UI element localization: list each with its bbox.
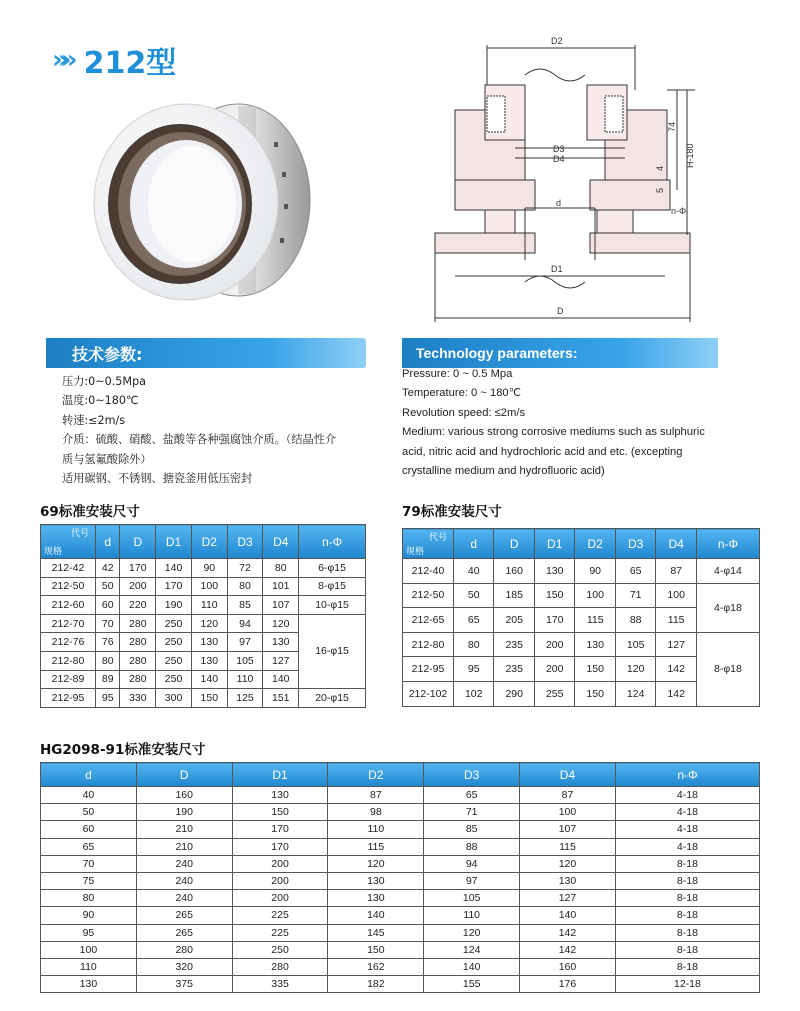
cell: 150 <box>575 657 615 682</box>
cell: 210 <box>136 838 232 855</box>
cell: 8-18 <box>615 924 759 941</box>
cell: 160 <box>494 559 534 584</box>
cell: 162 <box>328 958 424 975</box>
label-d1: D1 <box>551 264 563 274</box>
cell: 40 <box>41 787 137 804</box>
label-5: 5 <box>655 187 665 193</box>
cell: 120 <box>520 855 616 872</box>
cell: 110 <box>227 670 263 689</box>
cell: 255 <box>534 681 574 706</box>
cell: 102 <box>454 681 494 706</box>
col-header: D4 <box>263 525 299 559</box>
label-nphi: n-Φ <box>671 206 687 216</box>
cell: 97 <box>424 872 520 889</box>
table-row <box>41 907 760 924</box>
col-header: D <box>120 525 156 559</box>
cell: 87 <box>656 559 696 584</box>
cell: 130 <box>41 976 137 993</box>
cell: 65 <box>454 608 494 633</box>
cell: 115 <box>656 608 696 633</box>
cell: 200 <box>534 632 574 657</box>
cell: 8-18 <box>615 907 759 924</box>
merged-nphi-cell: 8-φ18 <box>696 632 759 706</box>
cell: 235 <box>494 632 534 657</box>
param-line: 转速:≤2m/s <box>62 413 126 427</box>
label-74: 74 <box>667 121 677 132</box>
cell: 130 <box>575 632 615 657</box>
table-69-standard <box>40 524 366 708</box>
label-d3: D3 <box>553 144 565 154</box>
col-header: D4 <box>520 763 616 787</box>
cell: 240 <box>136 872 232 889</box>
cell: 100 <box>41 941 137 958</box>
corner-top: 代号 <box>428 532 447 542</box>
cell: 212-102 <box>403 681 454 706</box>
col-header: D1 <box>156 525 192 559</box>
param-line: Temperature: 0 ~ 180℃ <box>402 387 522 400</box>
cell: 60 <box>41 821 137 838</box>
param-line: 压力:0~0.5Mpa <box>62 375 147 388</box>
tech-params-cn-header: 技术参数: <box>46 338 366 368</box>
cell: 212-50 <box>41 577 96 596</box>
cell: 110 <box>191 596 227 615</box>
cell: 72 <box>227 559 263 578</box>
col-header: d <box>41 763 137 787</box>
cell: 8-18 <box>615 855 759 872</box>
cell: 120 <box>615 657 655 682</box>
cell: 127 <box>520 890 616 907</box>
cell: 60 <box>96 596 120 615</box>
cell: 89 <box>96 670 120 689</box>
cell: 212-80 <box>403 632 454 657</box>
tech-params-cn <box>62 372 382 488</box>
cell: 65 <box>615 559 655 584</box>
seal-cross-section-diagram <box>425 30 725 330</box>
cell: 140 <box>263 670 299 689</box>
cell: 210 <box>136 821 232 838</box>
cell: 160 <box>136 787 232 804</box>
cell: 170 <box>156 577 192 596</box>
cell: 212-42 <box>41 559 96 578</box>
table-79-standard <box>402 528 760 707</box>
cell: 140 <box>424 958 520 975</box>
cell: 120 <box>328 855 424 872</box>
cell: 280 <box>232 958 328 975</box>
cell: 212-80 <box>41 651 96 670</box>
table-hg2098-standard <box>40 762 760 993</box>
table69-caption: 69标准安装尺寸 <box>40 504 140 520</box>
cell: 130 <box>232 787 328 804</box>
param-line: Revolution speed: ≤2m/s <box>402 406 526 419</box>
param-line: acid, nitric acid and hydrochloric acid and etc. (excepting <box>402 445 683 458</box>
cell: 71 <box>424 804 520 821</box>
table-row <box>41 958 760 975</box>
cell: 125 <box>227 689 263 708</box>
cell: 100 <box>575 583 615 608</box>
cell: 200 <box>232 855 328 872</box>
cell: 250 <box>156 651 192 670</box>
cell: 42 <box>96 559 120 578</box>
cell: 94 <box>424 855 520 872</box>
page-header <box>52 38 176 82</box>
cell: 95 <box>454 657 494 682</box>
cell: 280 <box>120 633 156 652</box>
cell: 8-φ15 <box>299 577 366 596</box>
cell: 150 <box>328 941 424 958</box>
cell: 176 <box>520 976 616 993</box>
cell: 100 <box>520 804 616 821</box>
col-header: D2 <box>191 525 227 559</box>
cell: 8-18 <box>615 890 759 907</box>
table-row <box>41 976 760 993</box>
cell: 265 <box>136 924 232 941</box>
cell: 100 <box>191 577 227 596</box>
col-header: n-Φ <box>696 529 759 559</box>
cell: 225 <box>232 924 328 941</box>
corner-header <box>41 525 96 559</box>
col-header: d <box>96 525 120 559</box>
cell: 250 <box>156 670 192 689</box>
param-line: Medium: various strong corrosive mediums such as sulphuric <box>402 426 705 439</box>
cell: 212-40 <box>403 559 454 584</box>
cell: 50 <box>41 804 137 821</box>
seal-product-photo <box>88 92 318 312</box>
cell: 120 <box>191 614 227 633</box>
cell: 6-φ15 <box>299 559 366 578</box>
col-header: D1 <box>534 529 574 559</box>
cell: 185 <box>494 583 534 608</box>
cell: 145 <box>328 924 424 941</box>
cell: 212-89 <box>41 670 96 689</box>
cell: 87 <box>328 787 424 804</box>
cell: 130 <box>534 559 574 584</box>
table-row <box>41 941 760 958</box>
cell: 140 <box>191 670 227 689</box>
table-row <box>41 596 366 615</box>
cell: 80 <box>454 632 494 657</box>
double-chevron-icon: »» <box>52 45 70 75</box>
cell: 212-70 <box>41 614 96 633</box>
label-d4: D4 <box>553 154 565 164</box>
table-row <box>41 855 760 872</box>
cell: 160 <box>520 958 616 975</box>
col-header: D <box>136 763 232 787</box>
cell: 130 <box>520 872 616 889</box>
cell: 212-76 <box>41 633 96 652</box>
nphi-cell: 4-φ14 <box>696 559 759 584</box>
cell: 76 <box>96 633 120 652</box>
cell: 170 <box>232 838 328 855</box>
cell: 107 <box>520 821 616 838</box>
cell: 124 <box>424 941 520 958</box>
cell: 170 <box>232 821 328 838</box>
cell: 87 <box>520 787 616 804</box>
cell: 80 <box>227 577 263 596</box>
cell: 150 <box>232 804 328 821</box>
cell: 212-95 <box>403 657 454 682</box>
cell: 110 <box>328 821 424 838</box>
cell: 40 <box>454 559 494 584</box>
cell: 151 <box>263 689 299 708</box>
tech-params-en <box>402 365 732 481</box>
param-line: Pressure: 0 ~ 0.5 Mpa <box>402 368 513 380</box>
cell: 200 <box>534 657 574 682</box>
cell: 150 <box>534 583 574 608</box>
cell: 110 <box>41 958 137 975</box>
cell: 85 <box>227 596 263 615</box>
table79-caption: 79标准安装尺寸 <box>402 504 502 520</box>
cell: 130 <box>328 872 424 889</box>
cell: 75 <box>41 872 137 889</box>
cell: 142 <box>656 657 696 682</box>
cell: 200 <box>120 577 156 596</box>
cell: 127 <box>263 651 299 670</box>
cell: 142 <box>520 941 616 958</box>
label-h180: H-180 <box>685 143 695 168</box>
cell: 190 <box>156 596 192 615</box>
cell: 235 <box>494 657 534 682</box>
label-d: d <box>556 198 562 208</box>
model-title: 212型 <box>83 46 177 81</box>
cell: 182 <box>328 976 424 993</box>
cell: 4-18 <box>615 787 759 804</box>
table-row <box>41 577 366 596</box>
cell: 105 <box>615 632 655 657</box>
cell: 250 <box>156 614 192 633</box>
col-header: D <box>494 529 534 559</box>
corner-bottom: 规格 <box>44 546 63 556</box>
cell: 130 <box>191 633 227 652</box>
cell: 10-φ15 <box>299 596 366 615</box>
tech-params-en-header: Technology parameters: <box>402 338 718 368</box>
cell: 70 <box>96 614 120 633</box>
cell: 142 <box>656 681 696 706</box>
cell: 124 <box>615 681 655 706</box>
cell: 280 <box>120 651 156 670</box>
cell: 290 <box>494 681 534 706</box>
cell: 170 <box>534 608 574 633</box>
col-header: n-Φ <box>299 525 366 559</box>
cell: 80 <box>41 890 137 907</box>
cell: 280 <box>120 614 156 633</box>
param-line: crystalline medium and hydrofluoric acid) <box>402 465 605 478</box>
cell: 212-60 <box>41 596 96 615</box>
cell: 4-18 <box>615 821 759 838</box>
table-row <box>41 821 760 838</box>
cell: 8-18 <box>615 872 759 889</box>
cell: 212-95 <box>41 689 96 708</box>
cell: 265 <box>136 907 232 924</box>
col-header: D4 <box>656 529 696 559</box>
cell: 150 <box>575 681 615 706</box>
merged-nphi-cell: 4-φ18 <box>696 583 759 632</box>
cell: 50 <box>454 583 494 608</box>
cell: 330 <box>120 689 156 708</box>
table-row <box>41 872 760 889</box>
cell: 300 <box>156 689 192 708</box>
cell: 140 <box>520 907 616 924</box>
cell: 240 <box>136 855 232 872</box>
cell: 90 <box>575 559 615 584</box>
col-header: n-Φ <box>615 763 759 787</box>
table-row <box>403 632 760 657</box>
merged-nphi-cell: 16-φ15 <box>299 614 366 688</box>
cell: 200 <box>232 872 328 889</box>
cell: 97 <box>227 633 263 652</box>
cell: 107 <box>263 596 299 615</box>
cell: 335 <box>232 976 328 993</box>
table-row <box>41 689 366 708</box>
table-row <box>41 890 760 907</box>
cell: 80 <box>263 559 299 578</box>
cell: 220 <box>120 596 156 615</box>
cell: 98 <box>328 804 424 821</box>
cell: 65 <box>424 787 520 804</box>
cell: 90 <box>191 559 227 578</box>
cell: 8-18 <box>615 941 759 958</box>
cell: 130 <box>263 633 299 652</box>
cell: 170 <box>120 559 156 578</box>
cell: 120 <box>424 924 520 941</box>
cell: 65 <box>41 838 137 855</box>
cell: 250 <box>156 633 192 652</box>
label-4: 4 <box>655 165 665 171</box>
table-row <box>41 838 760 855</box>
table-row <box>41 787 760 804</box>
col-header: D2 <box>575 529 615 559</box>
corner-header <box>403 529 454 559</box>
cell: 105 <box>424 890 520 907</box>
cell: 115 <box>520 838 616 855</box>
cell: 105 <box>227 651 263 670</box>
cell: 71 <box>615 583 655 608</box>
col-header: D1 <box>232 763 328 787</box>
cell: 12-18 <box>615 976 759 993</box>
cell: 80 <box>96 651 120 670</box>
cell: 115 <box>328 838 424 855</box>
cell: 4-18 <box>615 804 759 821</box>
table-row <box>41 804 760 821</box>
col-header: d <box>454 529 494 559</box>
cell: 101 <box>263 577 299 596</box>
cell: 8-18 <box>615 958 759 975</box>
cell: 205 <box>494 608 534 633</box>
table-row <box>41 559 366 578</box>
cell: 142 <box>520 924 616 941</box>
cell: 320 <box>136 958 232 975</box>
cell: 50 <box>96 577 120 596</box>
cell: 280 <box>136 941 232 958</box>
cell: 95 <box>96 689 120 708</box>
cell: 190 <box>136 804 232 821</box>
table-row <box>41 614 366 633</box>
cell: 127 <box>656 632 696 657</box>
cell: 240 <box>136 890 232 907</box>
cell: 95 <box>41 924 137 941</box>
table-row <box>41 924 760 941</box>
cell: 130 <box>328 890 424 907</box>
param-line: 质与氢氟酸除外） <box>62 452 152 466</box>
cell: 20-φ15 <box>299 689 366 708</box>
cell: 280 <box>120 670 156 689</box>
col-header: D2 <box>328 763 424 787</box>
cell: 212-65 <box>403 608 454 633</box>
cell: 70 <box>41 855 137 872</box>
table-row <box>403 583 760 608</box>
corner-bottom: 规格 <box>406 546 425 556</box>
cell: 140 <box>156 559 192 578</box>
cell: 110 <box>424 907 520 924</box>
cell: 250 <box>232 941 328 958</box>
table-row <box>403 559 760 584</box>
cell: 120 <box>263 614 299 633</box>
cell: 115 <box>575 608 615 633</box>
cell: 155 <box>424 976 520 993</box>
tableHG-caption: HG2098-91标准安装尺寸 <box>40 742 206 758</box>
cell: 150 <box>191 689 227 708</box>
label-dd: D <box>557 306 564 316</box>
cell: 88 <box>615 608 655 633</box>
cell: 88 <box>424 838 520 855</box>
cell: 4-18 <box>615 838 759 855</box>
cell: 90 <box>41 907 137 924</box>
cell: 130 <box>191 651 227 670</box>
col-header: D3 <box>227 525 263 559</box>
col-header: D3 <box>615 529 655 559</box>
cell: 225 <box>232 907 328 924</box>
label-d2: D2 <box>551 36 563 46</box>
cell: 94 <box>227 614 263 633</box>
cell: 375 <box>136 976 232 993</box>
param-line: 适用碳钢、不锈钢、搪瓷釜用低压密封 <box>62 472 253 486</box>
cell: 200 <box>232 890 328 907</box>
param-line: 介质：硫酸、硝酸、盐酸等各种强腐蚀介质。（结晶性介 <box>62 433 337 447</box>
corner-top: 代号 <box>70 528 89 538</box>
cell: 212-50 <box>403 583 454 608</box>
cell: 100 <box>656 583 696 608</box>
param-line: 温度:0~180℃ <box>62 394 139 408</box>
col-header: D3 <box>424 763 520 787</box>
cell: 140 <box>328 907 424 924</box>
cell: 85 <box>424 821 520 838</box>
